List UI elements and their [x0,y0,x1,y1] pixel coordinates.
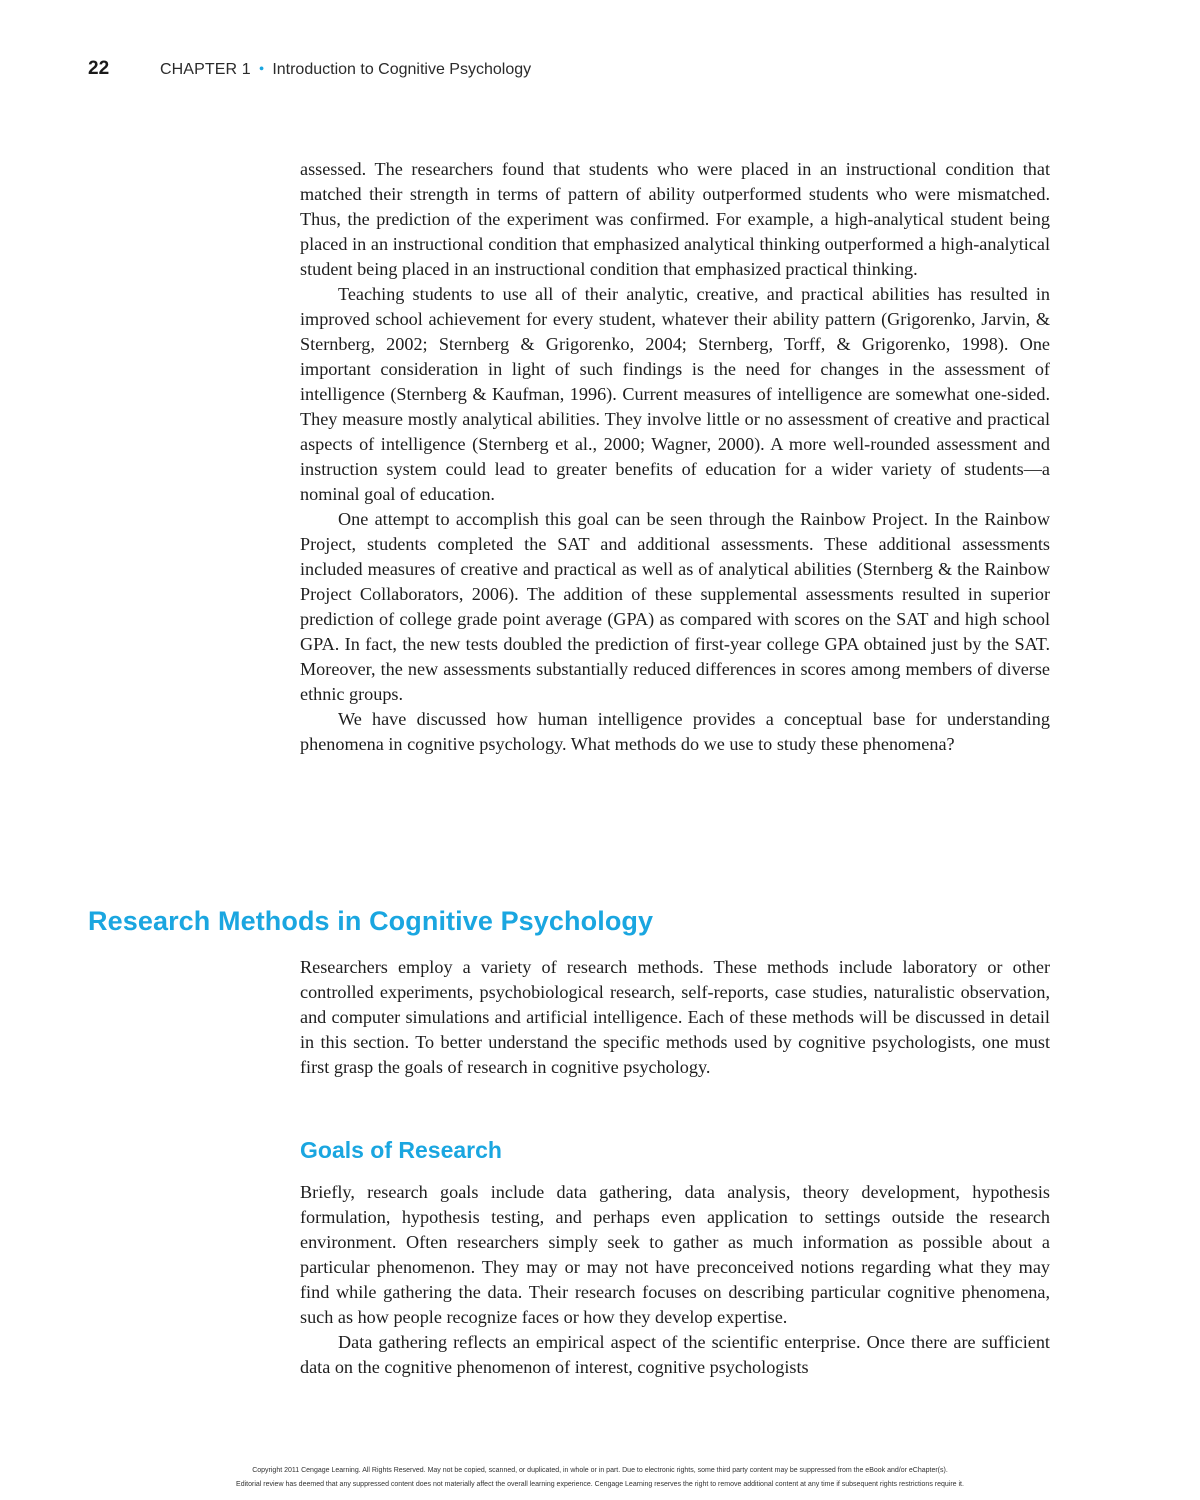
subsection-heading: Goals of Research [300,1137,502,1163]
paragraph: Briefly, research goals include data gathering, data analysis, theory development, hypothesis formulation, hypothesis testing, and perhaps even application to settings outside the research environment. Often researchers simply seek to gather as much information as possible about a particular phenomenon. They may or may not have preconceived notions regarding what they may find while gathering the data. Their research focuses on describing particular cognitive phenomena, such as how people recognize faces or how they develop expertise. [300,1182,1050,1327]
paragraph: We have discussed how human intelligence provides a conceptual base for understanding phenomena in cognitive psychology. What methods do we use to study these phenomena? [300,709,1050,754]
chapter-title: Introduction to Cognitive Psychology [272,61,532,78]
chapter-label: CHAPTER 1 [160,61,251,78]
running-head [88,58,531,88]
paragraph: One attempt to accomplish this goal can be seen through the Rainbow Project. In the Rainbow Project, students completed the SAT and additional assessments. These additional assessments included measures of creative and practical as well as of analytical abilities (Sternberg & the Rainbow Project Collaborators, 2006). The addition of these supplemental assessments resulted in superior prediction of college grade point average (GPA) as compared with scores on the SAT and high school GPA. In fact, the new tests doubled the prediction of first-year college GPA obtained just by the SAT. Moreover, the new assessments substantially reduced differences in scores among members of diverse ethnic groups. [300,509,1050,704]
paragraph: Data gathering reflects an empirical aspect of the scientific enterprise. Once there are sufficient data on the cognitive phenomenon of interest, cognitive psychologists [300,1332,1050,1377]
page-number: 22 [88,58,110,79]
section-heading: Research Methods in Cognitive Psychology [88,906,654,936]
copyright-notice: Copyright 2011 Cengage Learning. All Rights Reserved. May not be copied, scanned, or duplicated, in whole or in part. Due to electronic rights, some third party content may be suppressed from the eBook and/or eChapter(s). [252,1467,948,1474]
section-intro [300,955,1050,1080]
editorial-notice: Editorial review has deemed that any suppressed content does not materially affect the overall learning experience. Cengage Learning reserves the right to remove additional content at any time if subsequent rights restrictions require it. [236,1481,964,1488]
paragraph: Researchers employ a variety of research methods. These methods include laboratory or other controlled experiments, psychobiological research, self-reports, case studies, naturalistic observation, and computer simulations and artificial intelligence. Each of these methods will be discussed in detail in this section. To better understand the specific methods used by cognitive psychologists, one must first grasp the goals of research in cognitive psychology. [300,957,1050,1077]
body-text-top [300,157,1050,757]
paragraph: Teaching students to use all of their analytic, creative, and practical abilities has resulted in improved school achievement for every student, whatever their ability pattern (Grigorenko, Jarvin, & Sternberg, 2002; Sternberg & Grigorenko, 2004; Sternberg, Torff, & Grigorenko, 1998). One important consideration in light of such findings is the need for changes in the assessment of intelligence (Sternberg & Kaufman, 1996). Current measures of intelligence are somewhat one-sided. They measure mostly analytical abilities. They involve little or no assessment of creative and practical aspects of intelligence (Sternberg et al., 2000; Wagner, 2000). A more well-rounded assessment and instruction system could lead to greater benefits of education for a wider variety of students—a nominal goal of education. [300,284,1050,504]
header-bullet: • [258,61,265,78]
subsection-body [300,1180,1050,1380]
paragraph: assessed. The researchers found that students who were placed in an instructional condition that matched their strength in terms of pattern of ability outperformed students who were mismatched. Thus, the prediction of the experiment was confirmed. For example, a high-analytical student being placed in an instructional condition that emphasized analytical thinking outperformed a high-analytical student being placed in an instructional condition that emphasized practical thinking. [300,159,1050,279]
